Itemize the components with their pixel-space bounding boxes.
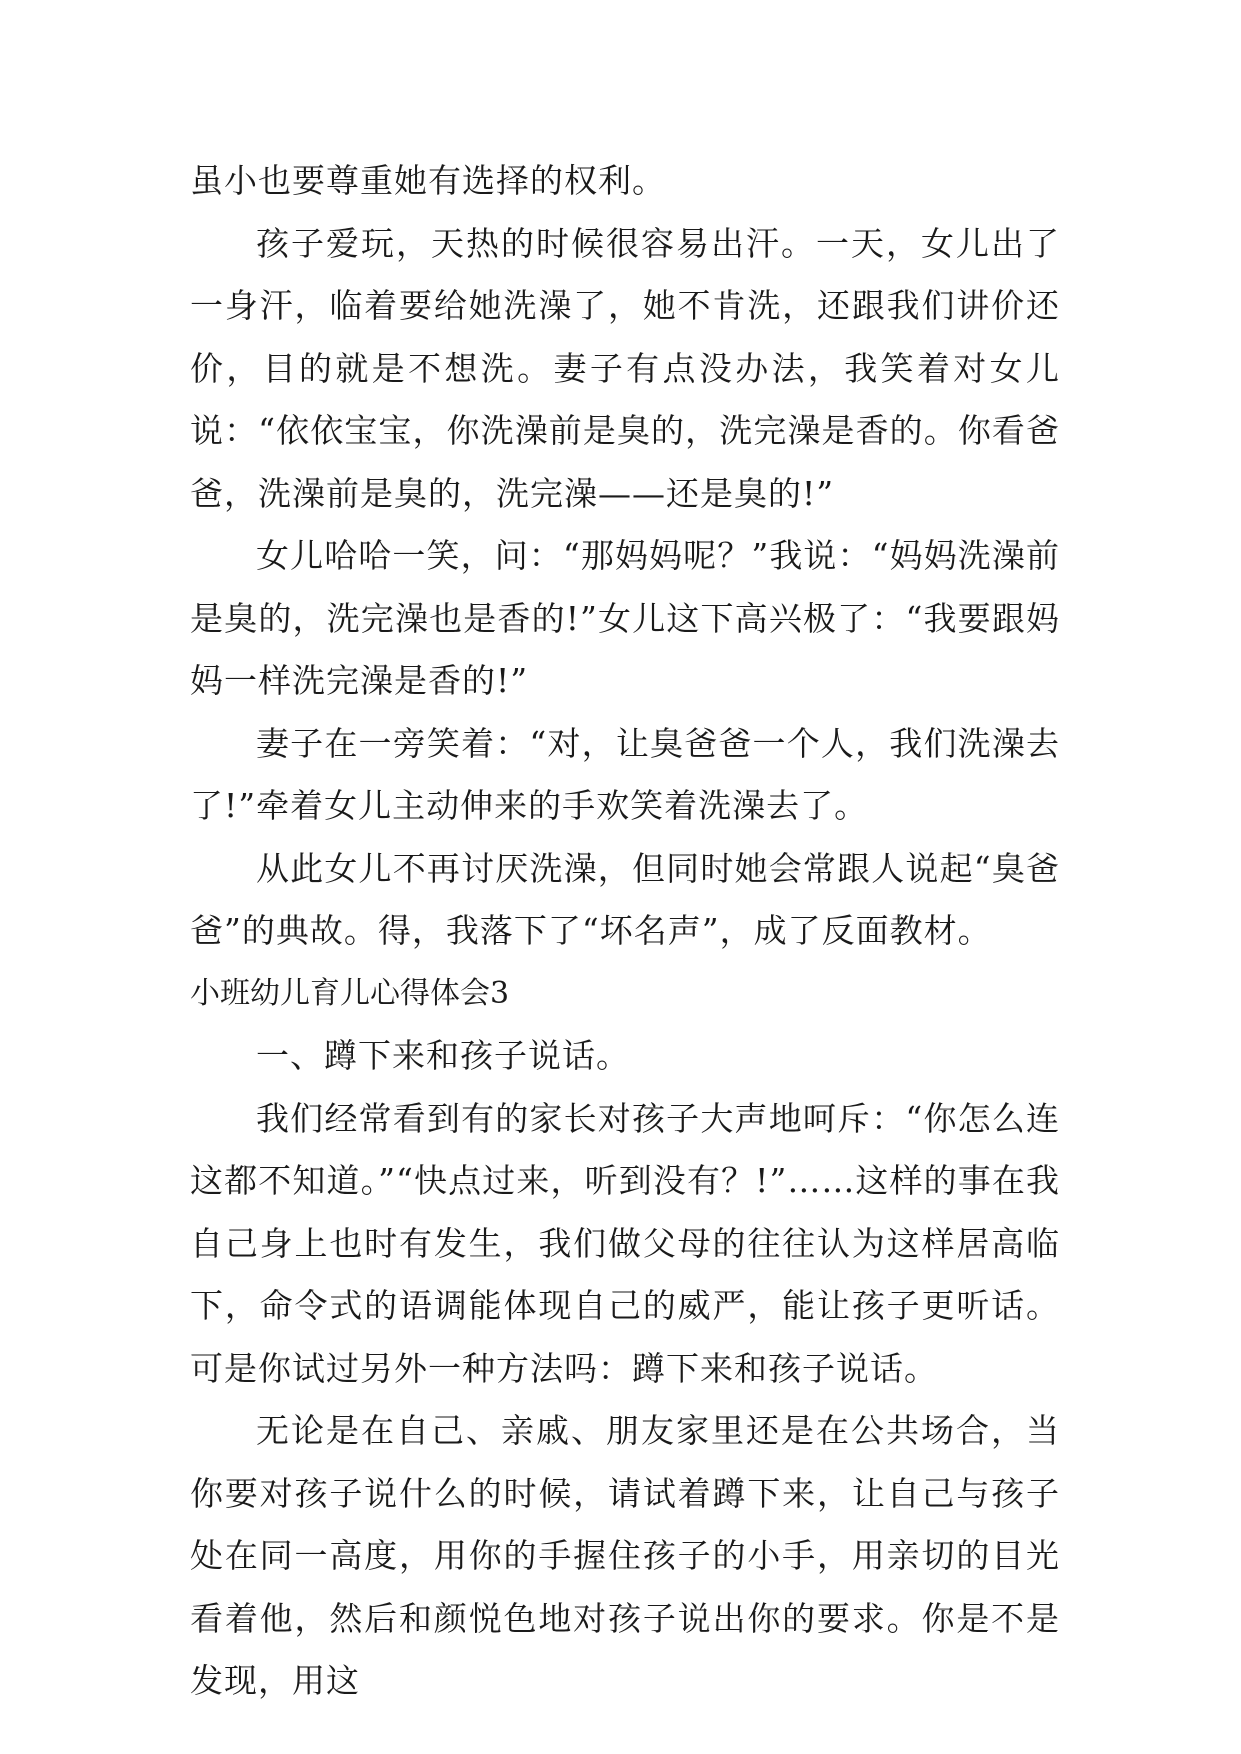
- paragraph: 妻子在一旁笑着：“对，让臭爸爸一个人，我们洗澡去了!”牵着女儿主动伸来的手欢笑着洗澡去了。: [190, 723, 1060, 825]
- document-page: [190, 150, 1060, 1713]
- paragraph: 虽小也要尊重她有选择的权利。: [190, 161, 666, 200]
- section-heading: 小班幼儿育儿心得体会3: [190, 975, 510, 1011]
- paragraph: 我们经常看到有的家长对孩子大声地呵斥：“你怎么连这都不知道。”“快点过来，听到没有？!”……这样的事在我自己身上也时有发生，我们做父母的往往认为这样居高临下，命令式的语调能体现自己的威严，能让孩子更听话。可是你试过另外一种方法吗：蹲下来和孩子说话。: [190, 1098, 1060, 1388]
- paragraph: 女儿哈哈一笑，问：“那妈妈呢？”我说：“妈妈洗澡前是臭的，洗完澡也是香的!”女儿这下高兴极了：“我要跟妈妈一样洗完澡是香的!”: [190, 536, 1060, 700]
- paragraph: 无论是在自己、亲戚、朋友家里还是在公共场合，当你要对孩子说什么的时候，请试着蹲下来，让自己与孩子处在同一高度，用你的手握住孩子的小手，用亲切的目光看着他，然后和颜悦色地对孩子说出你的要求。你是不是发现，用这: [190, 1411, 1060, 1700]
- paragraph: 一、蹲下来和孩子说话。: [256, 1036, 630, 1075]
- paragraph: 从此女儿不再讨厌洗澡，但同时她会常跟人说起“臭爸爸”的典故。得，我落下了“坏名声”，成了反面教材。: [190, 848, 1060, 950]
- paragraph: 孩子爱玩，天热的时候很容易出汗。一天，女儿出了一身汗，临着要给她洗澡了，她不肯洗，还跟我们讲价还价，目的就是不想洗。妻子有点没办法，我笑着对女儿说：“依依宝宝，你洗澡前是臭的，洗完澡是香的。你看爸爸，洗澡前是臭的，洗完澡——还是臭的!”: [190, 223, 1060, 513]
